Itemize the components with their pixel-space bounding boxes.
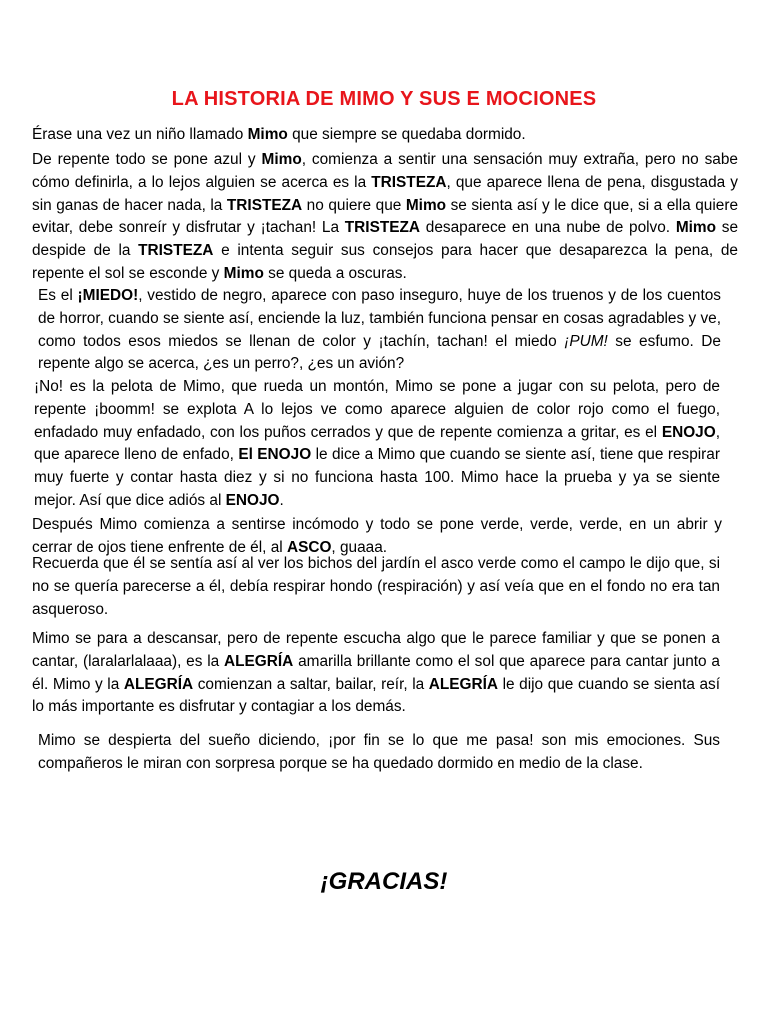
bold-text: Mimo (405, 196, 447, 214)
text-run: De repente todo se pone azul y (32, 151, 262, 168)
text-run: ¡No! es la pelota de Mimo, que rueda un montón, Mimo se pone a jugar con su pelota, pero de repente ¡boomm! se explota A lo lejos ve como aparece alguien de color rojo como el fuego, enfadado muy enfadado, con los puños cerrados y que de repente comienza a gritar, es el (34, 378, 720, 441)
paragraph-enojo (34, 376, 720, 513)
bold-text: TRISTEZA (138, 242, 214, 260)
text-run: , que aparece llena de pena, disgustada y sin ganas de hacer nada, la (32, 173, 738, 214)
text-run: se despide de la (32, 219, 739, 260)
text-run: Érase una vez un niño llamado (32, 126, 248, 143)
text-run: , comienza a sentir una sensación muy extraña, pero no sabe cómo definirla, a lo lejos alguien se acerca es la (32, 151, 738, 191)
text-run: amarilla brillante como el sol que aparece para cantar junto a él. Mimo y la (32, 652, 720, 693)
paragraph-despertar (38, 730, 720, 776)
bold-text: Mimo (247, 126, 288, 143)
bold-text: Mimo (223, 264, 264, 282)
text-run: Mimo se para a descansar, pero de repente escucha algo que le parece familiar y que se ponen a cantar, (laralarlalaaa), es la (32, 630, 720, 670)
bold-text: TRISTEZA (226, 196, 303, 214)
bold-text: ENOJO (661, 423, 716, 441)
text-run: le dice a Mimo que cuando se siente así, tiene que respirar muy fuerte y contar hasta diez y si no funciona hasta 100. Mimo hace la prueba y ya se siente mejor. Así que dice adiós al (34, 446, 720, 509)
text-run: le dijo que cuando se sienta así lo más importante es disfrutar y contagiar a los demás. (32, 675, 721, 716)
text-run: que siempre se quedaba dormido. (287, 126, 526, 143)
text-run: . (279, 491, 284, 509)
bold-text: ENOJO (225, 491, 280, 509)
text-run: Recuerda que él se sentía así al ver los bichos del jardín el asco verde como el campo le dijo que, si no se quería parecerse a él, debía respirar hondo (respiración) y así veía que en el fondo no era tan asqueroso. (32, 555, 720, 618)
text-run: se queda a oscuras. (263, 264, 407, 282)
paragraph-intro (32, 124, 738, 147)
italic-text: ¡PUM! (564, 332, 608, 350)
text-run: Mimo se despierta del sueño diciendo, ¡por fin se lo que me pasa! son mis emociones. Sus compañeros le miran con sorpresa porque se ha quedado dormido en medio de la clase. (38, 732, 720, 772)
bold-text: ALEGRÍA (123, 675, 194, 693)
bold-text: ALEGRÍA (224, 652, 294, 670)
bold-text: ¡MIEDO! (77, 287, 139, 304)
paragraph-tristeza (32, 149, 738, 286)
text-run: Después Mimo comienza a sentirse incómodo y todo se pone verde, verde, verde, en un abrir y cerrar de ojos tiene enfrente de él, al (32, 516, 722, 556)
paragraph-miedo (38, 285, 721, 376)
text-run: , que aparece lleno de enfado, (34, 423, 720, 464)
text-run: se esfumo. De repente algo se acerca, ¿es un perro?, ¿es un avión? (38, 332, 721, 373)
text-run: Es el (38, 287, 78, 304)
bold-text: TRISTEZA (344, 219, 421, 237)
text-run: se sienta así y le dice que, si a ella quiere evitar, debe sonreír y disfrutar y ¡tachan! La (32, 196, 739, 237)
bold-text: El ENOJO (238, 446, 312, 464)
closing-thanks: ¡GRACIAS! (320, 868, 448, 895)
text-run: desaparece en una nube de polvo. (420, 219, 676, 237)
text-run: , vestido de negro, aparece con paso inseguro, huye de los truenos y de los cuentos de horror, cuando se siente así, enciende la luz, también funciona pensar en cosas agradables y ve, como todos esos miedos se llenan de color y ¡tachín, tachan! el miedo (38, 287, 721, 350)
bold-text: ASCO (286, 538, 332, 556)
bold-text: Mimo (675, 219, 717, 237)
text-run: , guaaa. (331, 538, 388, 556)
text-run: no quiere que (302, 196, 406, 214)
paragraph-asco-recuerdo (32, 553, 720, 621)
story-title: LA HISTORIA DE MIMO Y SUS E MOCIONES (171, 88, 597, 110)
text-run: comienzan a saltar, bailar, reír, la (193, 675, 429, 693)
bold-text: TRISTEZA (371, 173, 447, 191)
bold-text: Mimo (261, 151, 302, 168)
bold-text: ALEGRÍA (428, 675, 499, 693)
paragraph-alegria (32, 628, 720, 719)
text-run: e intenta seguir sus consejos para hacer que desaparezca la pena, de repente el sol se esconde y (32, 242, 738, 282)
